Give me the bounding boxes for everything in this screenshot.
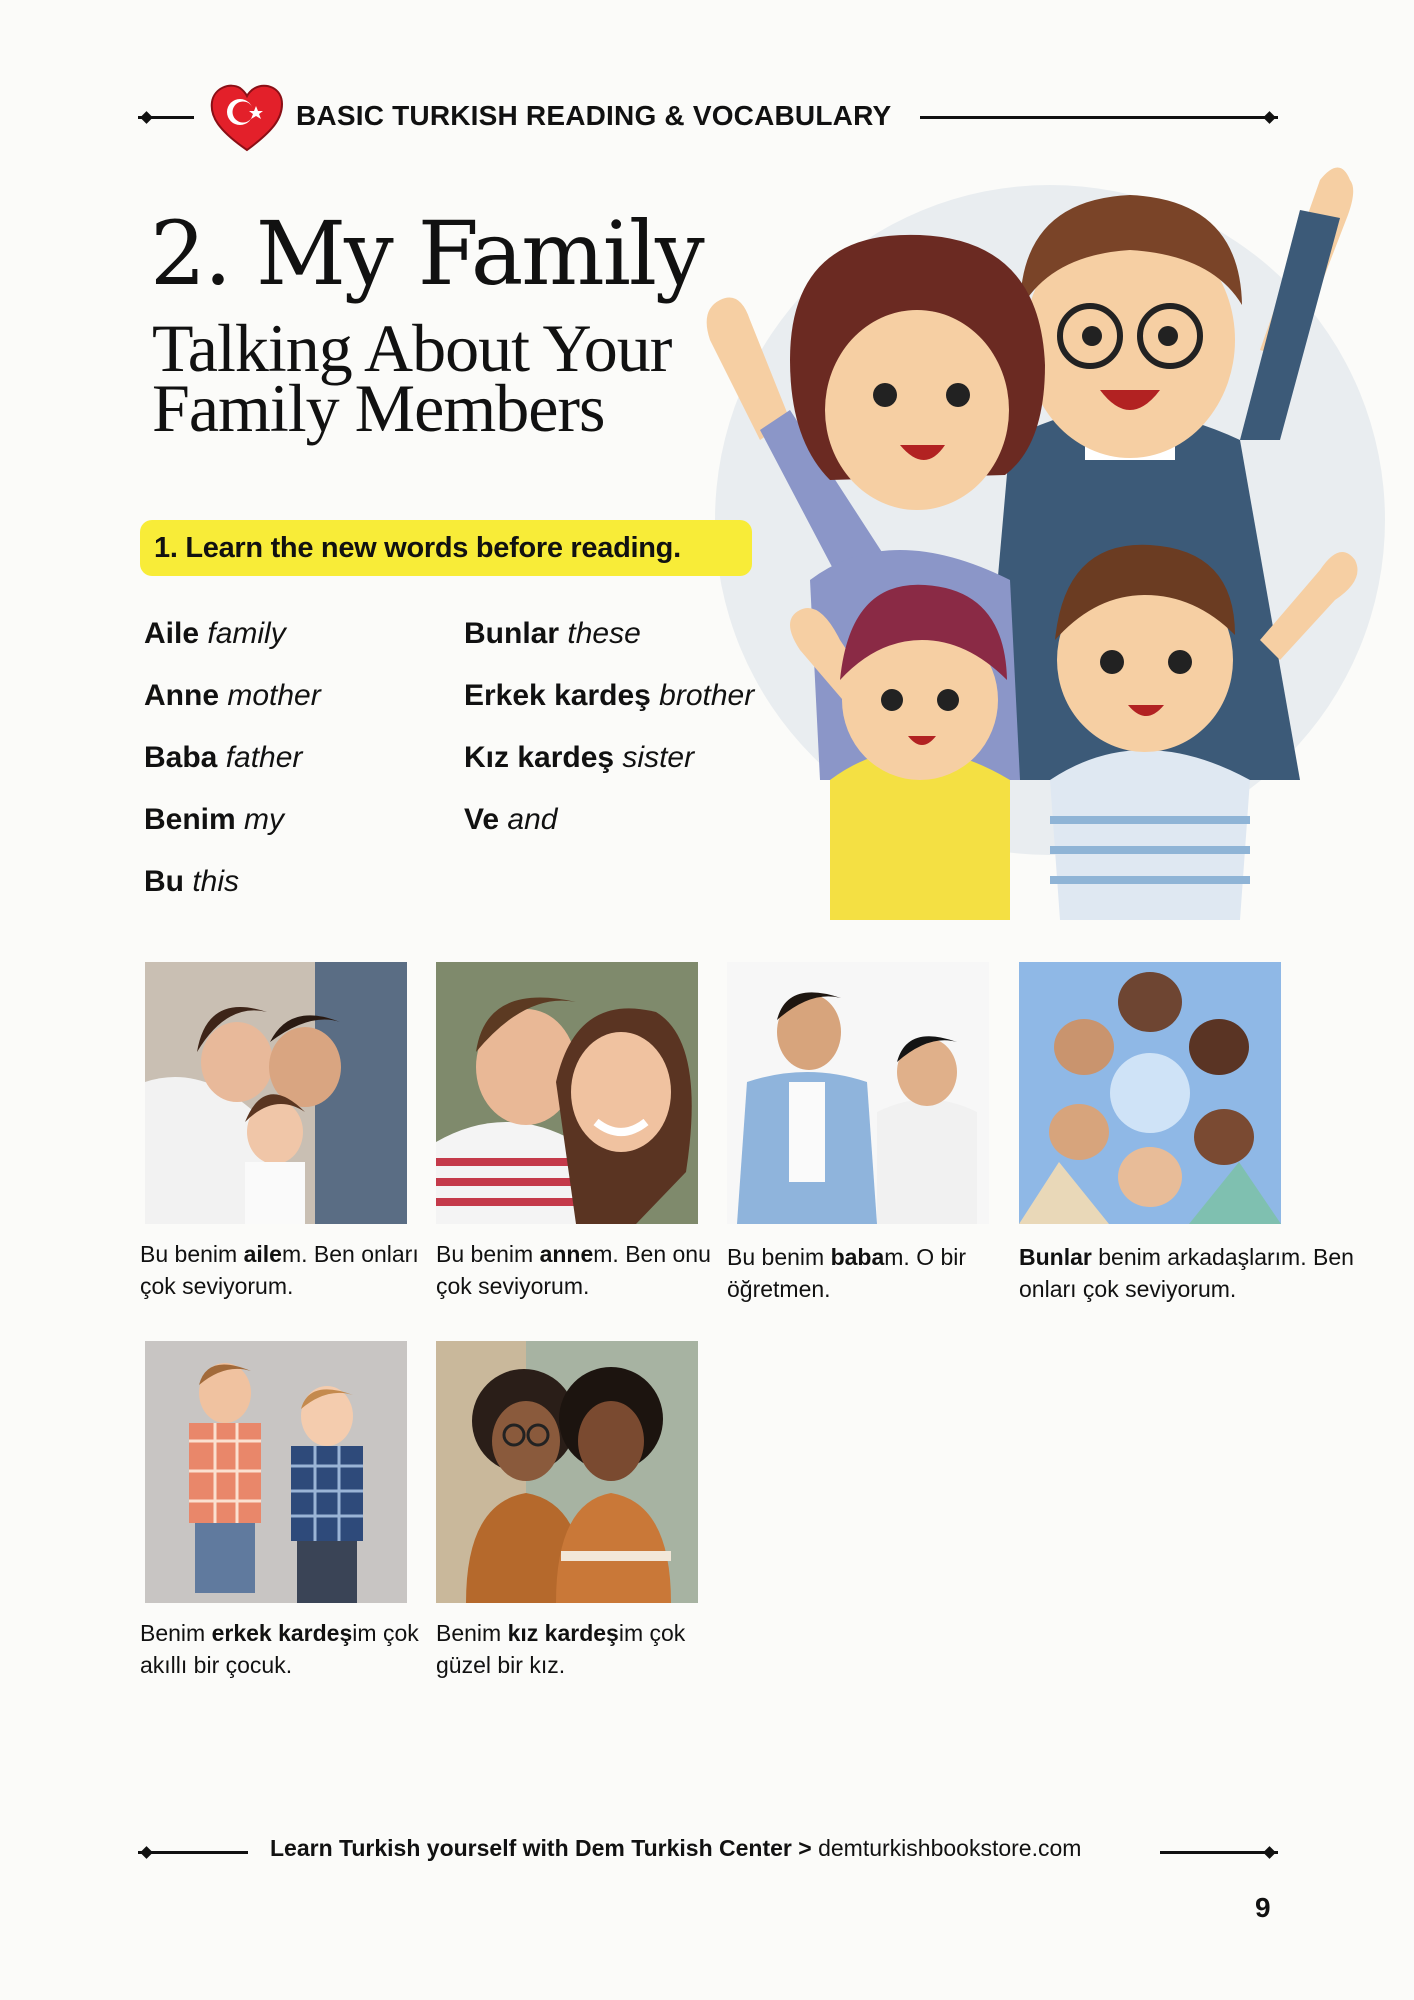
photo-caption-family bbox=[140, 1238, 430, 1302]
friends-huddle-photo bbox=[1019, 962, 1281, 1224]
two-sisters-photo bbox=[436, 1341, 698, 1603]
vocab-turkish: Erkek kardeş bbox=[464, 679, 651, 712]
caption-keyword: aile bbox=[243, 1241, 282, 1267]
mother-and-son-photo bbox=[436, 962, 698, 1224]
caption-text: Benim bbox=[436, 1620, 508, 1646]
vocab-english: mother bbox=[227, 679, 321, 712]
caption-text: m. Ben onu çok seviyorum. bbox=[436, 1241, 711, 1299]
vocab-turkish: Bunlar bbox=[464, 617, 560, 650]
photo-caption-sister bbox=[436, 1617, 726, 1681]
vocab-item bbox=[144, 612, 321, 674]
vocab-english: my bbox=[244, 803, 285, 836]
footer-promo: Learn Turkish yourself with Dem Turkish Center bbox=[270, 1835, 792, 1861]
two-brothers-photo bbox=[145, 1341, 407, 1603]
vocab-english: brother bbox=[659, 679, 755, 712]
photo-caption-mother bbox=[436, 1238, 726, 1302]
turkish-flag-heart-icon bbox=[208, 82, 286, 154]
photo-caption-father bbox=[727, 1241, 1017, 1305]
vocab-item bbox=[144, 674, 321, 736]
vocab-turkish: Anne bbox=[144, 679, 219, 712]
caption-text: benim arkadaşlarım. Ben onları çok seviyorum. bbox=[1019, 1244, 1354, 1302]
photo-caption-brother bbox=[140, 1617, 430, 1681]
vocab-english: these bbox=[567, 617, 641, 650]
vocab-turkish: Kız kardeş bbox=[464, 741, 615, 774]
header-rule-left bbox=[138, 116, 194, 119]
caption-text: Bu benim bbox=[727, 1244, 831, 1270]
footer-text bbox=[270, 1835, 1140, 1862]
caption-keyword: kız kardeş bbox=[507, 1620, 619, 1646]
vocabulary-list-right bbox=[464, 612, 754, 860]
vocab-english: and bbox=[507, 803, 558, 836]
footer-link[interactable]: demturkishbookstore.com bbox=[818, 1835, 1082, 1861]
vocab-turkish: Aile bbox=[144, 617, 200, 650]
vocab-turkish: Baba bbox=[144, 741, 218, 774]
vocab-item bbox=[144, 860, 321, 922]
photo-caption-friends bbox=[1019, 1241, 1359, 1305]
caption-keyword: erkek kardeş bbox=[211, 1620, 353, 1646]
footer-separator: > bbox=[791, 1835, 819, 1861]
header-title: BASIC TURKISH READING & VOCABULARY bbox=[296, 100, 892, 131]
caption-text: Bu benim bbox=[140, 1241, 244, 1267]
vocab-item bbox=[464, 798, 754, 860]
vocab-turkish: Bu bbox=[144, 865, 184, 898]
footer-rule-left bbox=[138, 1851, 248, 1854]
instruction-highlight: 1. Learn the new words before reading. bbox=[140, 520, 752, 576]
page-number: 9 bbox=[1255, 1892, 1271, 1923]
vocab-english: sister bbox=[622, 741, 695, 774]
family-lying-on-floor-photo bbox=[145, 962, 407, 1224]
lesson-title: 2. My Family bbox=[150, 202, 703, 305]
vocabulary-list-left bbox=[144, 612, 321, 922]
footer-rule-right bbox=[1160, 1851, 1278, 1854]
header-rule-right bbox=[920, 116, 1278, 119]
caption-keyword: baba bbox=[830, 1244, 885, 1270]
cartoon-family-waving-illustration bbox=[680, 140, 1400, 920]
vocab-item bbox=[464, 612, 754, 674]
caption-text: m. O bir öğretmen. bbox=[727, 1244, 967, 1302]
father-and-son-photo bbox=[727, 962, 989, 1224]
caption-text: m. Ben onları çok seviyorum. bbox=[140, 1241, 419, 1299]
vocab-turkish: Ve bbox=[464, 803, 500, 836]
vocab-item bbox=[144, 798, 321, 860]
caption-keyword: Bunlar bbox=[1019, 1244, 1092, 1270]
vocab-item bbox=[144, 736, 321, 798]
vocab-english: father bbox=[225, 741, 303, 774]
vocab-turkish: Benim bbox=[144, 803, 236, 836]
vocab-item bbox=[464, 674, 754, 736]
caption-text: Benim bbox=[140, 1620, 212, 1646]
caption-text: Bu benim bbox=[436, 1241, 540, 1267]
caption-text: im çok akıllı bir çocuk. bbox=[140, 1620, 419, 1678]
vocab-item bbox=[464, 736, 754, 798]
caption-keyword: anne bbox=[539, 1241, 594, 1267]
vocab-english: family bbox=[207, 617, 286, 650]
lesson-subtitle: Talking About Your Family Members bbox=[152, 310, 672, 446]
vocab-english: this bbox=[192, 865, 240, 898]
caption-text: im çok güzel bir kız. bbox=[436, 1620, 686, 1678]
